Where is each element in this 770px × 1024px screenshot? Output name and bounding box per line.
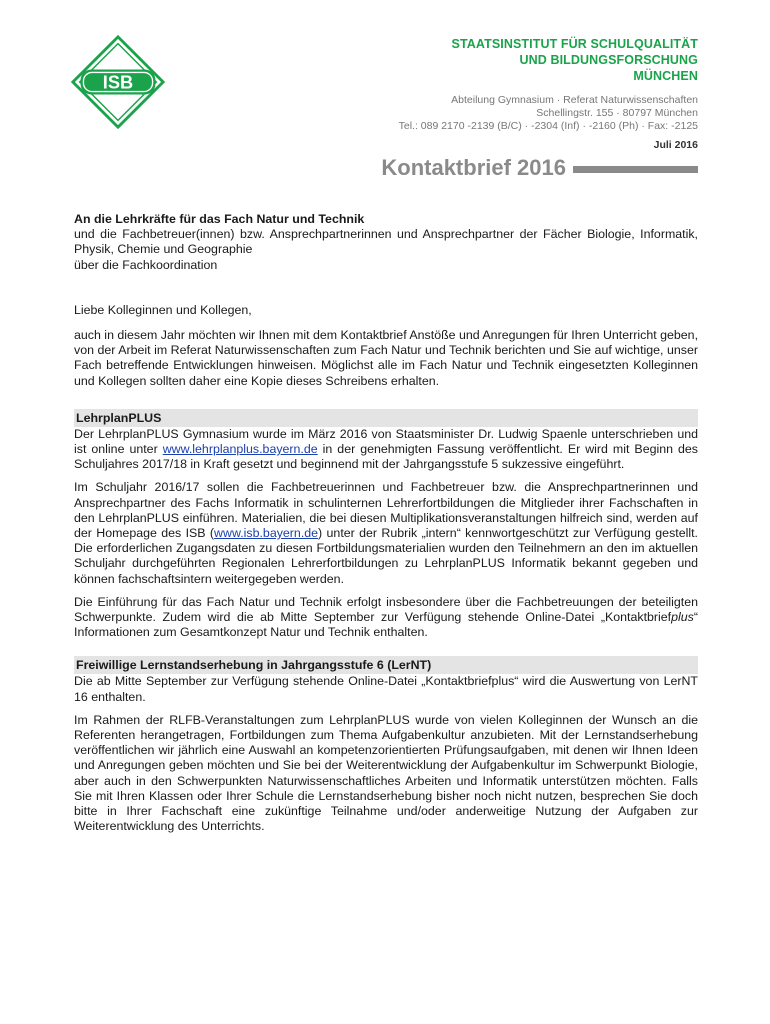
lernt-paragraph-1: Die ab Mitte September zur Verfügung stehende Online-Datei „Kontaktbriefplus“ wird die Auswertung von LerNT 16 enthalten. — [74, 674, 698, 704]
letter-body — [74, 212, 698, 835]
title-bar-decoration — [573, 166, 698, 173]
institute-header — [258, 36, 698, 152]
addressee-line3: über die Fachkoordination — [74, 257, 218, 272]
institute-name-line3: MÜNCHEN — [633, 69, 698, 83]
link-isb[interactable]: www.isb.bayern.de — [214, 526, 319, 541]
isb-logo — [70, 34, 166, 130]
logo-text: ISB — [102, 71, 134, 93]
document-title: Kontaktbrief 2016 — [381, 155, 566, 180]
link-lehrplanplus[interactable]: www.lehrplanplus.bayern.de — [162, 442, 318, 457]
salutation: Liebe Kolleginnen und Kollegen, — [74, 302, 252, 317]
lernt-paragraph-2: Im Rahmen der RLFB-Veranstaltungen zum LehrplanPLUS wurde von vielen Kolleginnen der Wunsch an die Referenten herangetragen, Fortbildungen zum Thema Aufgabenkultur anzubieten. Mit der Lernstandserhebung veröffentlichen wir jährlich eine Auswahl an kompetenzorientierten Prüfungsaufgaben, mit denen wir Ihnen Ideen und Anregungen geben möchten und Sie bei der Weiterentwicklung der Aufgabenkultur im Schwerpunkt Biologie, aber auch in den Schwerpunkten Naturwissenschaftliches Arbeiten und Informatik unterstützen möchten. Falls Sie mit Ihren Klassen oder Ihrer Schule die Lernstandserhebung bisher noch nicht nutzen, besprechen Sie doch bitte in Ihrer Fachschaft eine zukünftige Teilnahme und/oder anderweitige Nutzung der Aufgaben zur Weiterentwicklung des Unterrichts. — [74, 712, 698, 834]
addressee-line2: und die Fachbetreuer(innen) bzw. Ansprechpartnerinnen und Ansprechpartner der Fächer Biologie, Informatik, Physik, Chemie und Geographie — [74, 227, 698, 257]
addressee-line1: An die Lehrkräfte für das Fach Natur und Technik — [74, 212, 365, 226]
address: Schellingstr. 155 · 80797 München — [536, 107, 698, 119]
section-heading-lehrplanplus: LehrplanPLUS — [74, 409, 698, 427]
institute-name-line2: UND BILDUNGSFORSCHUNG — [519, 53, 698, 67]
lehrplan-paragraph-2: Im Schuljahr 2016/17 sollen die Fachbetreuerinnen und Fachbetreuer bzw. die Ansprechpartnerinnen und Ansprechpartner des Fachs Informatik in schulinternen Lehrerfortbildungen die Mitglieder ihrer Fachschaften in den LehrplanPLUS einführen. Materialien, die bei diesen Multiplikationsveranstaltungen hilfreich sind, werden auf der Homepage des ISB (www.isb.bayern.de) unter der Rubrik „intern“ kennwortgeschützt zur Verfügung gestellt. Die erforderlichen Zugangsdaten zu diesen Fortbildungsmaterialien wurden den Teilnehmern an den im aktuellen Schuljahr durchgeführten Regionalen Lehrerfortbildungen zu LehrplanPLUS Informatik bekannt gegeben und können fachschaftsintern weitergegeben werden. — [74, 480, 698, 586]
document-title-block — [381, 155, 698, 181]
section-heading-lernt: Freiwillige Lernstandserhebung in Jahrgangsstufe 6 (LerNT) — [74, 656, 698, 674]
department: Abteilung Gymnasium · Referat Naturwissenschaften — [451, 94, 698, 106]
phone-fax: Tel.: 089 2170 -2139 (B/C) · -2304 (Inf) · -2160 (Ph) · Fax: -2125 — [398, 120, 698, 132]
lehrplan-paragraph-1: Der LehrplanPLUS Gymnasium wurde im März 2016 von Staatsminister Dr. Ludwig Spaenle unterschrieben und ist online unter www.lehrplanplus.bayern.de in der genehmigten Fassung veröffentlicht. Er wird mit Beginn des Schuljahres 2017/18 in Kraft gesetzt und beginnend mit der Jahrgangsstufe 5 sukzessive eingeführt. — [74, 426, 698, 472]
intro-paragraph: auch in diesem Jahr möchten wir Ihnen mit dem Kontaktbrief Anstöße und Anregungen für Ihren Unterricht geben, von der Arbeit im Referat Naturwissenschaften zum Fach Natur und Technik berichten und Sie auf wichtige, unser Fach betreffende Entwicklungen hinweisen. Möglichst alle im Fach Natur und Technik eingesetzten Kolleginnen und Kollegen sollten daher eine Kopie dieses Schreibens erhalten. — [74, 328, 699, 388]
letter-date: Juli 2016 — [653, 139, 698, 151]
lehrplan-paragraph-3: Die Einführung für das Fach Natur und Technik erfolgt insbesondere über die Fachbetreuungen der beteiligten Schwerpunkte. Zudem wird die ab Mitte September zur Verfügung stehende Online-Datei „Kontaktbriefplus“ Informationen zum Gesamtkonzept Natur und Technik enthalten. — [74, 594, 698, 640]
institute-name-line1: STAATSINSTITUT FÜR SCHULQUALITÄT — [451, 37, 698, 51]
